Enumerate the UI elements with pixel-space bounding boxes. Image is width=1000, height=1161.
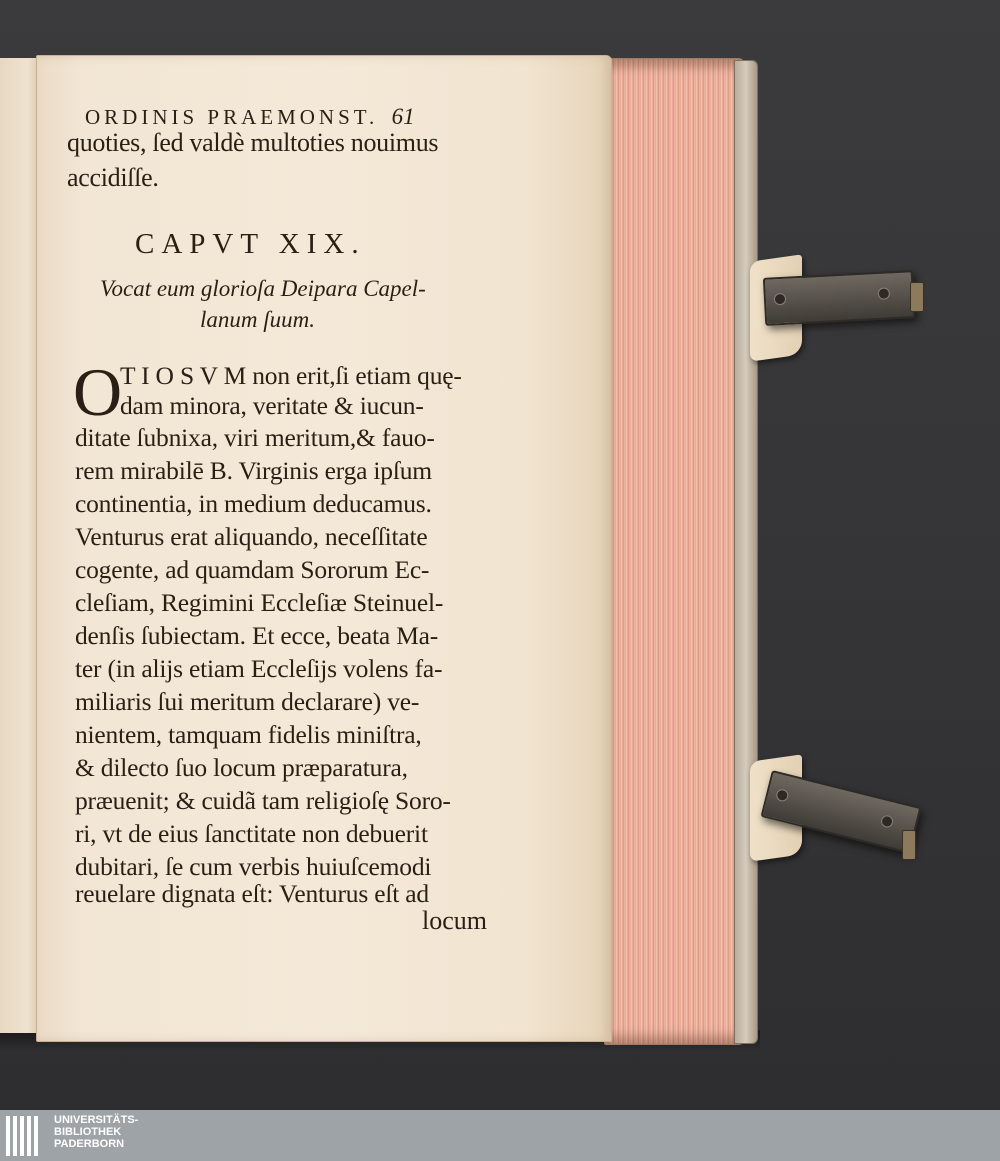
chapter-subtitle-line: lanum ſuum.	[200, 307, 315, 332]
chapter-subtitle-line: Vocat eum glorioſa Deipara Capel-	[100, 276, 426, 301]
text-line: reuelare dignata eſt: Venturus eſt ad	[75, 879, 429, 908]
logo-line: PADERBORN	[54, 1138, 125, 1150]
text-line: cleſiam, Regimini Eccleſiæ Steinuel-	[75, 588, 444, 617]
text-line: ditate ſubnixa, viri meritum,& fauo-	[75, 423, 435, 452]
library-logo-icon	[6, 1116, 46, 1156]
text-line: dam minora, veritate & iucun-	[120, 391, 424, 420]
text-line: nientem, tamquam fidelis miniſtra,	[75, 720, 422, 749]
rivet-icon	[774, 293, 787, 306]
show-through-text	[477, 166, 607, 276]
text-line: denſis ſubiectam. Et ecce, beata Ma-	[75, 621, 439, 650]
book-cover-edge	[734, 60, 758, 1044]
text-line: & dilecto ſuo locum præparatura,	[75, 753, 408, 782]
text-line: Venturus erat aliquando, neceſſitate	[75, 522, 428, 551]
logo-line: UNIVERSITÄTS-	[54, 1114, 139, 1126]
text-line: præuenit; & cuidã tam religioſę Soro-	[75, 786, 451, 815]
catchword: locum	[422, 906, 487, 935]
drop-capital: O	[73, 354, 123, 430]
text-line: quoties, ſed valdè multoties nouimus	[67, 128, 439, 157]
text-line: miliaris ſui meritum declarare) ve-	[75, 687, 420, 716]
text-line: rem mirabilē B. Virginis erga ipſum	[75, 456, 432, 485]
page-number: 61	[391, 104, 415, 129]
library-logo-text	[54, 1114, 174, 1150]
logo-line: BIBLIOTHEK	[54, 1126, 122, 1138]
book-fore-edge	[604, 58, 746, 1045]
text-line: dubitari, ſe cum verbis huiuſcemodi	[75, 852, 432, 881]
text-line: cogente, ad quamdam Sororum Ec-	[75, 555, 430, 584]
text-line: ter (in alijs etiam Eccleſijs volens fa-	[75, 654, 443, 683]
text-line: continentia, in medium deducamus.	[75, 489, 432, 518]
clasp-hook	[902, 830, 916, 860]
rivet-icon	[775, 788, 790, 803]
running-head	[85, 104, 415, 130]
text-line: ri, vt de eius ſanctitate non debuerit	[75, 819, 428, 848]
left-page-edge	[0, 58, 41, 1033]
text-line: T I O S V M non erit,ſi etiam quę-	[120, 361, 462, 390]
chapter-heading: CAPVT XIX.	[135, 228, 366, 260]
text-line: accidiſſe.	[67, 163, 159, 192]
clasp-strap	[763, 270, 915, 326]
clasp-hook	[910, 282, 924, 312]
rivet-icon	[878, 287, 891, 300]
running-head-title: ORDINIS PRAEMONST.	[85, 105, 379, 129]
footer-bar	[0, 1110, 1000, 1161]
rivet-icon	[880, 814, 895, 829]
